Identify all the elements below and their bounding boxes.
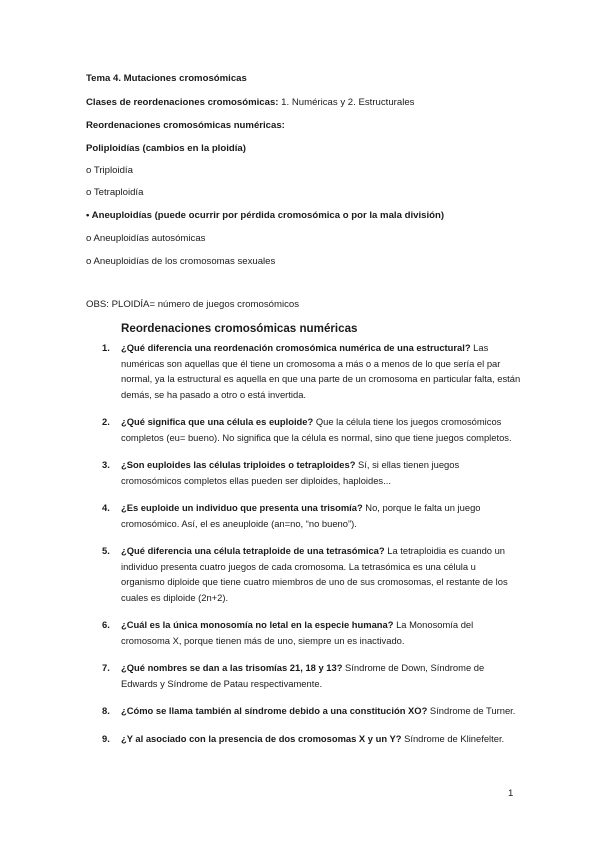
obs-note: OBS: PLOIDÍA= número de juegos cromosómicos xyxy=(86,299,300,310)
list-item xyxy=(102,340,522,402)
list-item xyxy=(102,543,522,605)
numeric-title: Reordenaciones cromosómicas numéricas: xyxy=(86,120,285,131)
poliploidias-line: Poliploidías (cambios en la ploidía) xyxy=(86,143,246,154)
item-number: 7. xyxy=(102,662,110,673)
list-item xyxy=(102,617,522,648)
question-list xyxy=(102,340,522,746)
classes-line: Clases de reordenaciones cromosómicas: 1. Numéricas y 2. Estructurales xyxy=(86,97,415,108)
item-text: ¿Qué diferencia una célula tetraploide de una tetrasómica? La tetraploidia es cuando un individuo presenta cuatro juegos de cada cromosoma. La tetrasómica es una célula u organismo diploide que tiene cuatro miembros de uno de sus cromosomas, el restante de los cuales es diploide (2n+2). xyxy=(121,545,508,603)
item-number: 4. xyxy=(102,502,110,513)
triploidia-item: o Triploidía xyxy=(86,165,133,176)
aneuploidias-line: • Aneuploidías (puede ocurrir por pérdida cromosómica o por la mala división) xyxy=(86,210,445,221)
list-item xyxy=(102,500,522,531)
item-number: 2. xyxy=(102,416,110,427)
section-title: Reordenaciones cromosómicas numéricas xyxy=(121,322,358,335)
item-number: 9. xyxy=(102,732,110,744)
page-number: 1 xyxy=(508,788,514,799)
item-number: 1. xyxy=(102,342,110,353)
list-item xyxy=(102,660,522,691)
aneu-sexuales-item: o Aneuploidías de los cromosomas sexuales xyxy=(86,256,276,267)
list-item xyxy=(102,414,522,445)
item-number: 3. xyxy=(102,459,110,470)
item-text: ¿Es euploide un individuo que presenta una trisomía? No, porque le falta un juego cromosómico. Así, el es aneuploide (an=no, “no bueno”). xyxy=(121,502,481,529)
tetraploidia-item: o Tetraploidía xyxy=(86,187,144,198)
item-text: ¿Cuál es la única monosomía no letal en la especie humana? La Monosomía del cromosoma X, porque tienen más de uno, siempre un es inactivado. xyxy=(121,619,474,646)
item-text: ¿Qué significa que una célula es euploide? Que la célula tiene los juegos cromosómicos completos (eu= bueno). No significa que la célula es normal, sino que tiene juegos completos. xyxy=(121,416,512,443)
item-number: 8. xyxy=(102,705,110,716)
item-number: 5. xyxy=(102,545,110,556)
item-number: 6. xyxy=(102,619,110,630)
list-item xyxy=(102,731,522,747)
list-item xyxy=(102,703,522,719)
doc-title: Tema 4. Mutaciones cromosómicas xyxy=(86,73,247,84)
item-text: ¿Son euploides las células triploides o tetraploides? Sí, si ellas tienen juegos cromosómicos completos ellas pueden ser diploides, haploides... xyxy=(121,459,460,486)
list-item xyxy=(102,457,522,488)
aneu-autosomicas-item: o Aneuploidías autosómicas xyxy=(86,233,206,244)
item-text: ¿Cómo se llama también al síndrome debido a una constitución XO? Síndrome de Turner. xyxy=(121,705,516,716)
item-text: ¿Y al asociado con la presencia de dos cromosomas X y un Y? Síndrome de Klinefelter. xyxy=(121,732,505,744)
item-text: ¿Qué nombres se dan a las trisomías 21, 18 y 13? Síndrome de Down, Síndrome de Edwards y Síndrome de Patau respectivamente. xyxy=(121,662,485,689)
item-text: ¿Qué diferencia una reordenación cromosómica numérica de una estructural? Las numéricas son aquellas que él tiene un cromosoma a más o a menos de lo que sería el par normal, ya la estructural es aquella en que una parte de un cromosoma en particular falta, están demás, se ha pasado a otro o está invertida. xyxy=(121,342,521,400)
